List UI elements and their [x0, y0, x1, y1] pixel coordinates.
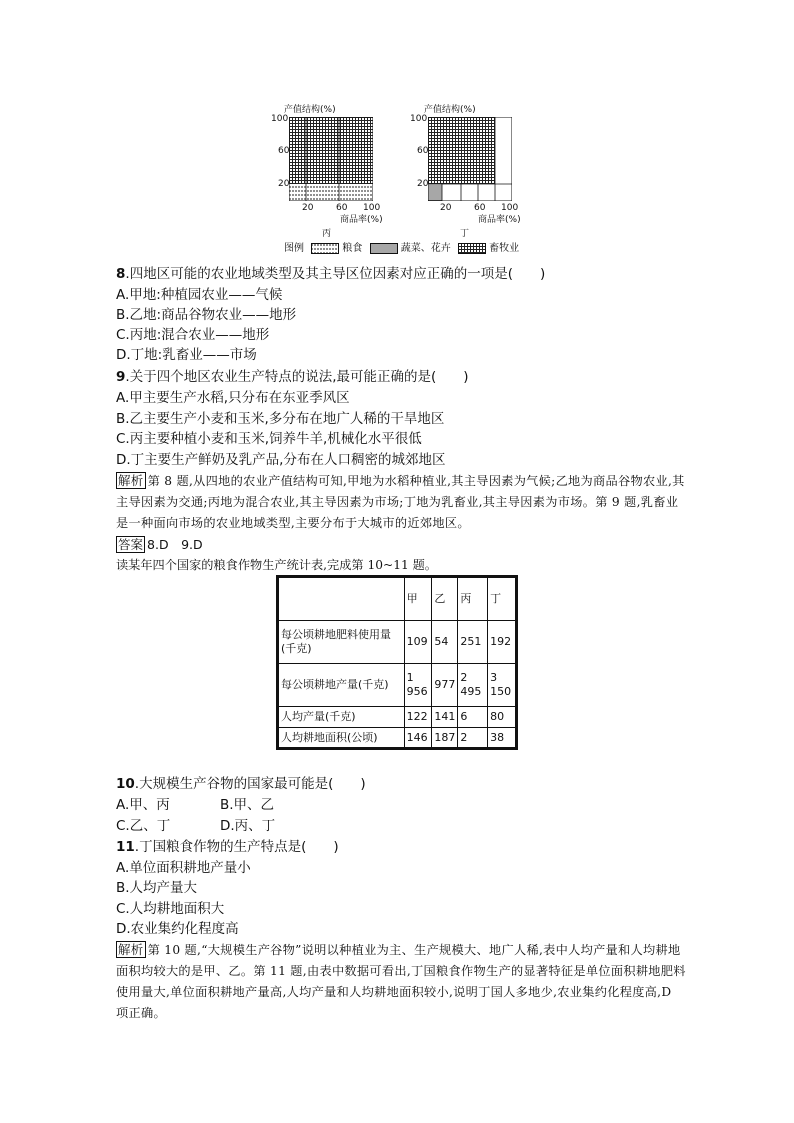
q9-option-b[interactable]: B.乙主要生产小麦和玉米,多分布在地广人稀的干旱地区 — [116, 411, 445, 427]
table-intro: 读某年四个国家的粮食作物生产统计表,完成第 10~11 题。 — [116, 558, 437, 572]
analysis-tag: 解析 — [118, 942, 144, 957]
table-cell: 3 150 — [488, 664, 517, 707]
legend-label-grain: 粮食 — [342, 243, 363, 254]
table-cell: 977 — [432, 664, 458, 707]
table-header-cell — [278, 577, 405, 621]
chart-right-ytick-60: 60 — [417, 146, 429, 156]
table-cell: 80 — [488, 707, 517, 728]
q9-option-a[interactable]: A.甲主要生产水稻,只分布在东亚季风区 — [116, 390, 350, 406]
analysis-text: 第 8 题,从四地的农业产值结构可知,甲地为水稻种植业,其主导因素为气候;乙地为商品谷物农业,其主导因素为交通;丙地为混合农业,其主导因素为市场;丁地为乳畜业,其主导因素为市场。第 9 题,乳畜业是一种面向市场的农业地域类型,主要分布于大城市的近郊地区。 — [116, 474, 685, 530]
q9-option-c[interactable]: C.丙主要种植小麦和玉米,饲养牛羊,机械化水平很低 — [116, 431, 422, 447]
chart-right-ytick-20: 20 — [417, 179, 429, 189]
table-cell: 146 — [404, 728, 432, 749]
chart-right-plot — [428, 117, 512, 201]
table-cell: 141 — [432, 707, 458, 728]
legend-swatch-grain — [311, 243, 339, 254]
table-row — [278, 707, 517, 728]
q11-stem: 11.丁国粮食作物的生产特点是( ) — [116, 839, 339, 855]
chart-left-ytick-60: 60 — [278, 146, 290, 156]
q11-option-a[interactable]: A.单位面积耕地产量小 — [116, 860, 251, 876]
q10-option-c[interactable]: C.乙、丁 — [116, 818, 171, 834]
q11-option-b[interactable]: B.人均产量大 — [116, 880, 198, 896]
analysis-text: 第 10 题,“大规模生产谷物”说明以种植业为主、生产规模大、地广人稀,表中人均产量和人均耕地面积均较大的是甲、乙。第 11 题,由表中数据可看出,丁国粮食作物生产的显著特征是单位面积耕地肥料使用量大,单位面积耕地产量高,人均产量和人均耕地面积较小,说明丁国人多地少,农业集约化程度高,D 项正确。 — [116, 943, 686, 1020]
table-cell: 192 — [488, 621, 517, 664]
chart-left-bar-livestock — [289, 117, 373, 184]
answer-text: 8.D 9.D — [147, 537, 203, 552]
table-header-cell: 甲 — [404, 577, 432, 621]
q10-stem: 10.大规模生产谷物的国家最可能是( ) — [116, 776, 366, 792]
legend-swatch-veg — [370, 243, 398, 254]
table-cell: 38 — [488, 728, 517, 749]
table-cell: 1 956 — [404, 664, 432, 707]
table-header-row — [278, 577, 517, 621]
chart-right-bar-veg — [428, 184, 442, 201]
q11-option-c[interactable]: C.人均耕地面积大 — [116, 901, 225, 917]
table-header-cell: 乙 — [432, 577, 458, 621]
chart-left-name: 丙 — [322, 229, 332, 239]
legend-label-veg: 蔬菜、花卉 — [400, 243, 451, 254]
q9-stem: 9.关于四个地区农业生产特点的说法,最可能正确的是( ) — [116, 369, 469, 385]
analysis-8-9 — [116, 471, 686, 534]
table-cell: 2 — [458, 728, 488, 749]
chart-left-ylabel: 产值结构(%) — [284, 105, 336, 115]
legend-title: 图例 — [284, 243, 304, 254]
answer-tag: 答案 — [118, 537, 144, 552]
table-row — [278, 728, 517, 749]
chart-left-plot — [289, 117, 373, 201]
q10-option-a[interactable]: A.甲、丙 — [116, 797, 170, 813]
table-header-cell: 丁 — [488, 577, 517, 621]
chart-left-xtick-60: 60 — [336, 203, 348, 213]
analysis-10-11 — [116, 940, 686, 1024]
table-row — [278, 621, 517, 664]
chart-right-xtick-60: 60 — [474, 203, 486, 213]
analysis-tag: 解析 — [118, 473, 144, 488]
chart-right-bar-livestock — [428, 117, 495, 184]
grain-stats-table — [276, 575, 518, 750]
chart-right-ylabel: 产值结构(%) — [424, 105, 476, 115]
table-cell: 122 — [404, 707, 432, 728]
legend-swatch-livestock — [458, 243, 486, 254]
table-cell: 109 — [404, 621, 432, 664]
chart-left-ytick-100: 100 — [271, 114, 289, 124]
q8-option-b[interactable]: B.乙地:商品谷物农业——地形 — [116, 307, 297, 323]
q9-option-d[interactable]: D.丁主要生产鲜奶及乳产品,分布在人口稠密的城郊地区 — [116, 452, 446, 468]
answer-8-9 — [116, 535, 203, 555]
chart-left-xtick-100: 100 — [363, 203, 381, 213]
q8-option-a[interactable]: A.甲地:种植园农业——气候 — [116, 287, 283, 303]
table-cell: 人均耕地面积(公顷) — [278, 728, 405, 749]
chart-legend — [284, 242, 519, 256]
table-cell: 2 495 — [458, 664, 488, 707]
table-cell: 54 — [432, 621, 458, 664]
chart-left-bar-grain — [289, 184, 373, 201]
chart-left-ytick-20: 20 — [278, 179, 290, 189]
q8-stem: 8.四地区可能的农业地域类型及其主导区位因素对应正确的一项是( ) — [116, 266, 546, 282]
q10-option-d[interactable]: D.丙、丁 — [220, 818, 276, 834]
table-cell: 每公顷耕地肥料使用量(千克) — [278, 621, 405, 664]
table-cell: 人均产量(千克) — [278, 707, 405, 728]
q11-option-d[interactable]: D.农业集约化程度高 — [116, 921, 239, 937]
q8-option-c[interactable]: C.丙地:混合农业——地形 — [116, 327, 270, 343]
table-cell: 187 — [432, 728, 458, 749]
chart-right-xtick-20: 20 — [440, 203, 452, 213]
chart-right-ytick-100: 100 — [410, 114, 428, 124]
chart-left-xlabel: 商品率(%) — [340, 215, 383, 225]
q8-option-d[interactable]: D.丁地:乳畜业——市场 — [116, 347, 257, 363]
q10-option-b[interactable]: B.甲、乙 — [220, 797, 275, 813]
table-row — [278, 664, 517, 707]
chart-left-xtick-20: 20 — [302, 203, 314, 213]
table-cell: 6 — [458, 707, 488, 728]
table-cell: 251 — [458, 621, 488, 664]
legend-label-livestock: 畜牧业 — [489, 243, 520, 254]
chart-right-name: 丁 — [460, 229, 470, 239]
table-header-cell: 丙 — [458, 577, 488, 621]
chart-right-xtick-100: 100 — [501, 203, 519, 213]
chart-right-xlabel: 商品率(%) — [478, 215, 521, 225]
table-cell: 每公顷耕地产量(千克) — [278, 664, 405, 707]
